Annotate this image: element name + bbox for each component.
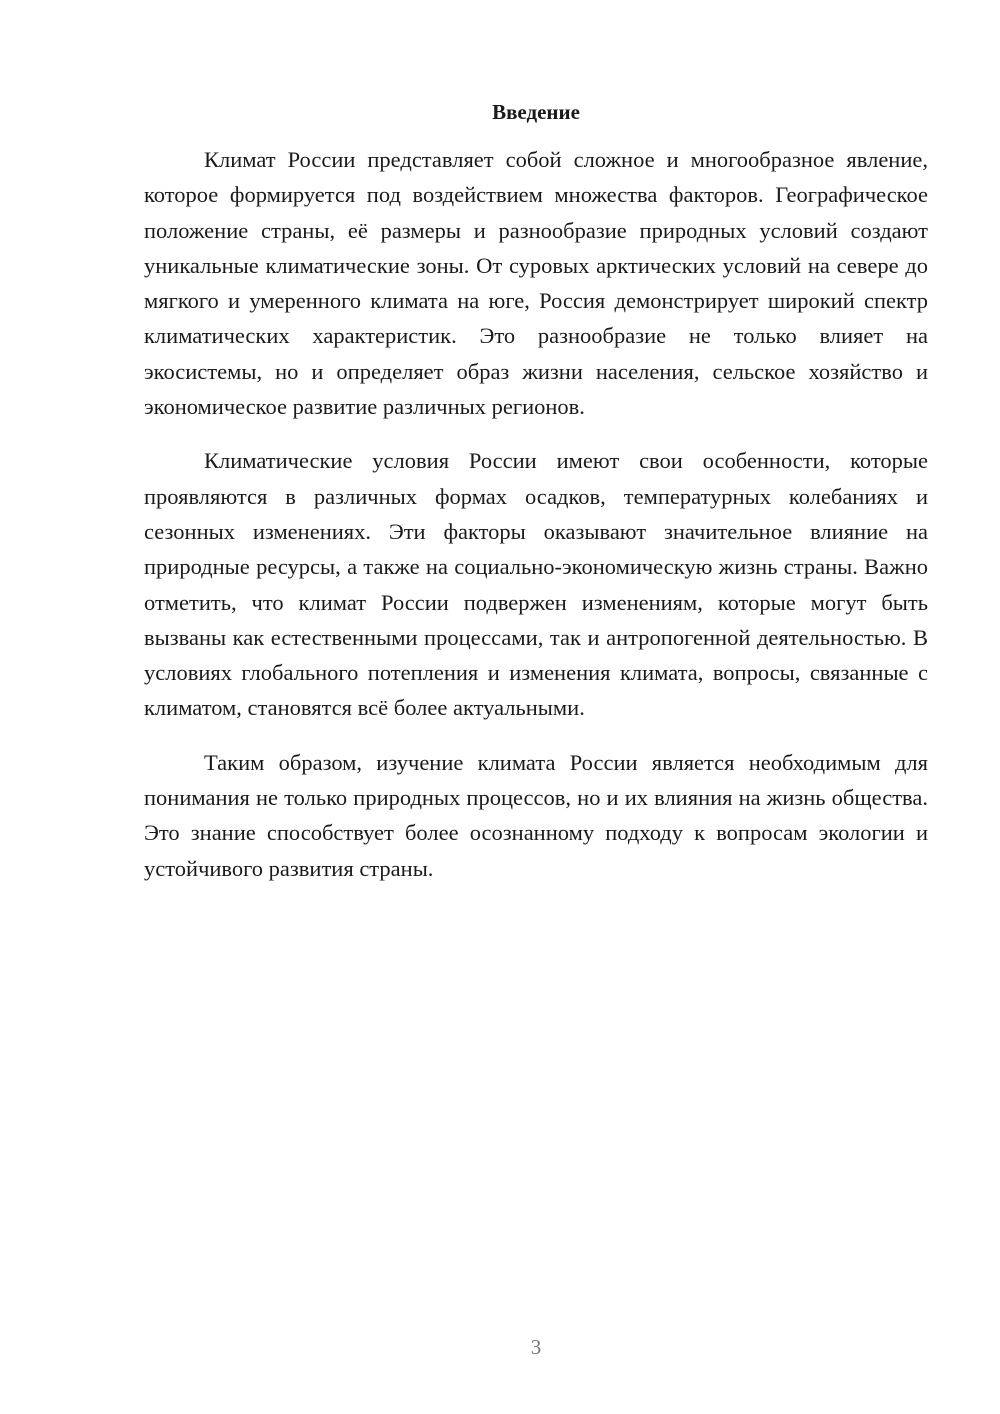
body-text (144, 142, 928, 905)
paragraph-1: Климат России представляет собой сложное и многообразное явление, которое формируется под воздействием множества факторов. Географическое положение страны, её размеры и разнообразие природных условий создают уникальные климатические зоны. От суровых арктических условий на севере до мягкого и умеренного климата на юге, Россия демонстрирует широкий спектр климатических характеристик. Это разнообразие не только влияет на экосистемы, но и определяет образ жизни населения, сельское хозяйство и экономическое развитие различных регионов. (144, 147, 928, 420)
paragraph-3: Таким образом, изучение климата России является необходимым для понимания не только природных процессов, но и их влияния на жизнь общества. Это знание способствует более осознанному подходу к вопросам экологии и устойчивого развития страны. (144, 749, 928, 881)
paragraph-2: Климатические условия России имеют свои особенности, которые проявляются в различных формах осадков, температурных колебаниях и сезонных изменениях. Эти факторы оказывают значительное влияние на природные ресурсы, а также на социально-экономическую жизнь страны. Важно отметить, что климат России подвержен изменениям, которые могут быть вызваны как естественными процессами, так и антропогенной деятельностью. В условиях глобального потепления и изменения климата, вопросы, связанные с климатом, становятся всё более актуальными. (144, 448, 928, 721)
section-heading: Введение (492, 100, 580, 124)
page-number: 3 (530, 1335, 542, 1359)
